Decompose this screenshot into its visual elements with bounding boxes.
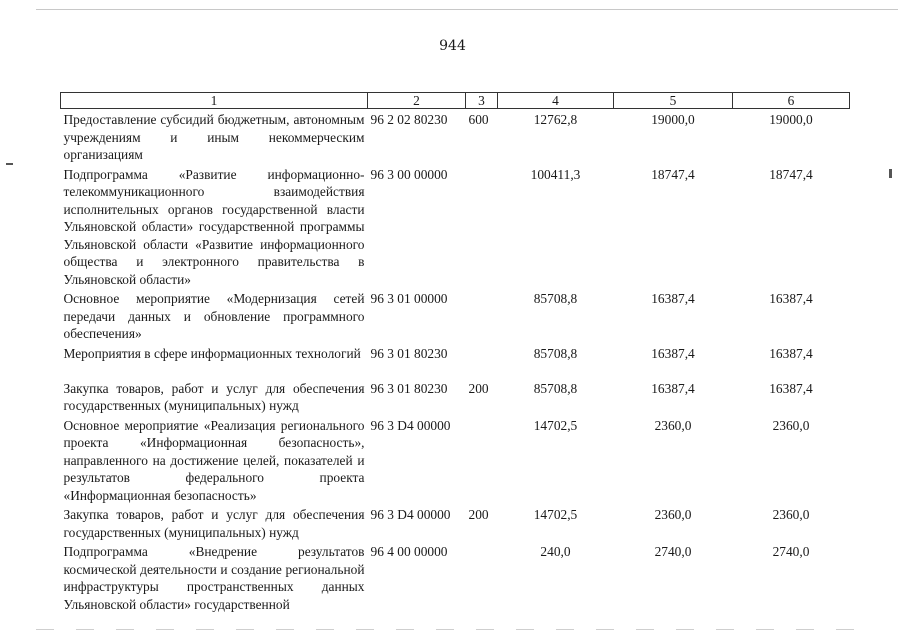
row-value-4: 85708,8	[533, 291, 578, 306]
top-rule	[36, 9, 898, 10]
row-value-6: 16387,4	[769, 291, 813, 306]
page-number: 944	[439, 38, 466, 54]
row-value-5: 16387,4	[651, 291, 695, 306]
table-row	[61, 378, 850, 415]
row-value-6: 16387,4	[769, 345, 813, 361]
table-row	[61, 164, 850, 289]
row-value-5: 18747,4	[651, 166, 695, 182]
row-name: Закупка товаров, работ и услуг для обеспечения государственных (муниципальных) нужд	[63, 507, 365, 540]
row-name: Закупка товаров, работ и услуг для обеспечения государственных (муниципальных) нужд	[63, 380, 365, 413]
row-type	[466, 343, 498, 378]
row-code: 96 3 D4 00000	[370, 417, 451, 433]
row-value-4: 85708,8	[533, 380, 578, 396]
row-value-5: 2360,0	[654, 507, 692, 522]
header-col-6: 6	[733, 93, 850, 109]
row-value-6: 18747,4	[769, 166, 813, 182]
row-type	[466, 288, 498, 343]
row-type: 600	[468, 112, 489, 127]
row-value-4: 14702,5	[533, 417, 578, 433]
row-value-5: 16387,4	[651, 380, 695, 396]
row-name: Предоставление субсидий бюджетным, автономным учреждениям и иным некоммерческим организациям	[63, 112, 365, 162]
row-value-5: 16387,4	[651, 345, 695, 361]
table-row	[61, 288, 850, 343]
row-type	[466, 415, 498, 505]
table-row	[61, 109, 850, 164]
table-row	[61, 541, 850, 613]
header-col-5: 5	[614, 93, 733, 109]
row-code: 96 3 00 00000	[370, 166, 448, 182]
row-code: 96 3 01 80230	[370, 380, 448, 396]
row-value-6: 16387,4	[769, 380, 813, 396]
header-col-2: 2	[368, 93, 466, 109]
table-row	[61, 343, 850, 378]
header-col-1: 1	[61, 93, 368, 109]
row-code: 96 3 01 80230	[370, 345, 448, 361]
row-value-5: 19000,0	[651, 112, 695, 127]
table-header-row	[61, 93, 850, 109]
row-value-6: 2740,0	[772, 544, 810, 559]
budget-table	[60, 92, 850, 613]
row-value-5: 2740,0	[654, 544, 692, 559]
row-value-4: 100411,3	[530, 166, 581, 182]
row-code: 96 2 02 80230	[370, 112, 448, 127]
row-code: 96 3 D4 00000	[370, 507, 451, 522]
header-col-3: 3	[466, 93, 498, 109]
row-value-4: 14702,5	[533, 507, 578, 522]
row-value-4: 240,0	[540, 544, 571, 559]
row-type: 200	[468, 380, 489, 396]
row-code: 96 4 00 00000	[370, 544, 448, 559]
row-type	[466, 164, 498, 289]
row-name: Основное мероприятие «Модернизация сетей передачи данных и обновление программного обеспечения»	[63, 291, 365, 341]
row-value-4: 12762,8	[533, 112, 578, 127]
right-margin-mark	[889, 169, 892, 178]
row-name: Подпрограмма «Внедрение результатов космической деятельности и создание региональной инфраструктуры пространственных данных Ульяновской области» государственной	[63, 544, 365, 612]
row-value-6: 2360,0	[772, 507, 810, 522]
row-value-6: 19000,0	[769, 112, 813, 127]
row-name: Мероприятия в сфере информационных технологий	[63, 345, 361, 361]
row-value-6: 2360,0	[772, 417, 810, 433]
row-value-4: 85708,8	[533, 345, 578, 361]
row-name: Основное мероприятие «Реализация регионального проекта «Информационная безопасность», направленного на достижение целей, показателей и результатов федерального проекта «Информационная безопасность»	[63, 417, 365, 503]
row-type: 200	[468, 507, 489, 522]
bottom-scan-rule	[36, 629, 856, 630]
left-margin-mark	[6, 163, 13, 165]
row-name: Подпрограмма «Развитие информационно-телекоммуникационного взаимодействия исполнительных органов государственной власти Ульяновской области» государственной программы Ульяновской области «Развитие информационного общества и электронного правительства в Ульяновской области»	[63, 166, 365, 287]
row-code: 96 3 01 00000	[370, 291, 448, 306]
table-row	[61, 504, 850, 541]
header-col-4: 4	[498, 93, 614, 109]
row-type	[466, 541, 498, 613]
row-value-5: 2360,0	[654, 417, 692, 433]
table-row	[61, 415, 850, 505]
